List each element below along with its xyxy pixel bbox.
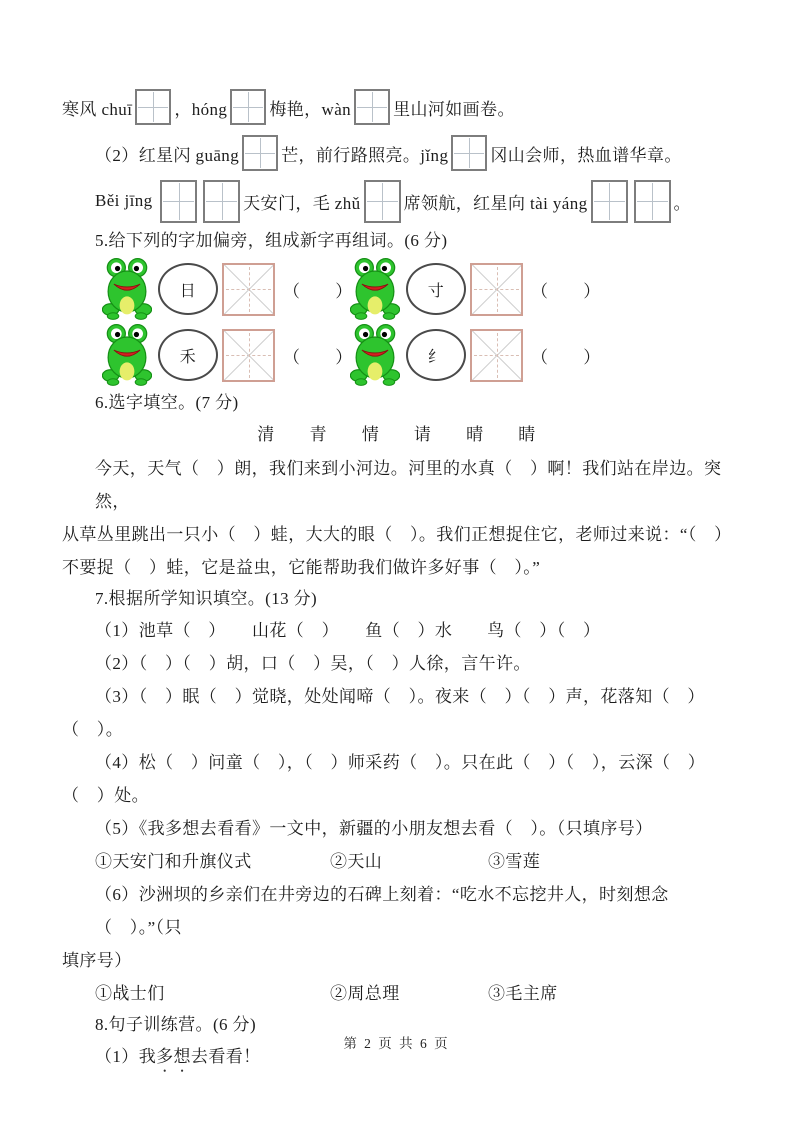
frog-icon [350, 257, 400, 321]
option-3[interactable]: ③雪莲 [488, 852, 541, 871]
pinyin-text: 冈山会师，热血谱华章。 [490, 145, 682, 165]
q6-paragraph-line: 不要捉（ ）蛙，它是益虫，它能帮助我们做许多好事（ ）。” [62, 558, 541, 577]
pinyin-text: Běi jīng [95, 191, 158, 210]
q7-line-5: （5）《我多想去看看》一文中，新疆的小朋友想去看（ ）。（只填序号） [95, 819, 653, 838]
q7-line-6-cont: 填序号） [62, 951, 132, 970]
answer-bracket[interactable]: （ ） [283, 281, 353, 301]
radical-item-cun [350, 257, 601, 321]
question-5-row-2 [62, 322, 731, 388]
base-character-circle [406, 329, 466, 381]
frog-icon [102, 323, 152, 387]
character-choices: 清 青 情 请 晴 睛 [257, 425, 536, 444]
q6-paragraph-line: 今天，天气（ ）朗，我们来到小河边。河里的水真（ ）啊！我们站在岸边。突然， [95, 459, 722, 511]
question-5-row-1 [62, 256, 731, 322]
emphasized-words: 多想 [156, 1047, 191, 1066]
q7-line-3-cont: （ ）。 [62, 720, 124, 739]
q7-line-2: （2）（ ）（ ）胡，口（ ）吴，（ ）人徐，言午许。 [95, 654, 531, 673]
sentence-suffix: 去看看！ [190, 1047, 261, 1066]
pinyin-text: 。 [673, 193, 691, 213]
option-2[interactable]: ②天山 [330, 852, 383, 871]
tianzige-box[interactable] [591, 180, 628, 223]
pinyin-text: 天安门，毛 zhǔ [243, 193, 361, 213]
base-character-circle [158, 263, 218, 315]
pinyin-line-3 [62, 176, 731, 226]
answer-bracket[interactable]: （ ） [531, 347, 601, 367]
page-number-footer: 第 2 页 共 6 页 [343, 1036, 450, 1051]
base-character-circle [406, 263, 466, 315]
q7-options-5 [62, 845, 731, 878]
pinyin-text: 芒，前行路照亮。jǐng [281, 145, 449, 165]
radical-item-he [102, 323, 353, 387]
mizige-box[interactable] [470, 263, 523, 316]
base-character: 寸 [427, 282, 445, 300]
option-3[interactable]: ③毛主席 [488, 984, 558, 1003]
mizige-box[interactable] [222, 329, 275, 382]
base-character: 日 [179, 282, 197, 300]
tianzige-box[interactable] [354, 89, 390, 125]
q7-options-6 [62, 977, 731, 1010]
q7-line-1: （1）池草（ ） 山花（ ） 鱼（ ）水 鸟（ ）（ ） [95, 621, 601, 640]
tianzige-box[interactable] [230, 89, 266, 125]
radical-item-ri [102, 257, 353, 321]
q6-paragraph-line: 从草丛里跳出一只小（ ）蛙，大大的眼（ ）。我们正想捉住它，老师过来说：“（ ） [62, 525, 732, 544]
q7-line-4: （4）松（ ）问童（ ），（ ）师采药（ ）。只在此（ ）（ ），云深（ ） [95, 753, 706, 772]
pinyin-text: ，hóng [174, 99, 228, 119]
question-7-title: 7.根据所学知识填空。(13 分) [95, 589, 318, 608]
option-1[interactable]: ①战士们 [95, 984, 165, 1003]
pinyin-line-2 [62, 130, 731, 176]
pinyin-text: 梅艳，wàn [269, 99, 352, 119]
pinyin-text: 寒风 chuī [62, 99, 133, 119]
pinyin-text: （2）红星闪 guāng [95, 145, 240, 165]
question-5-title: 5.给下列的字加偏旁，组成新字再组词。(6 分) [95, 231, 448, 250]
mizige-box[interactable] [470, 329, 523, 382]
tianzige-box[interactable] [242, 135, 278, 171]
base-character: 纟 [427, 348, 445, 366]
tianzige-box[interactable] [203, 180, 240, 223]
radical-item-si [350, 323, 601, 387]
pinyin-text: 里山河如画卷。 [393, 99, 515, 119]
pinyin-line-1 [62, 84, 731, 130]
q7-line-4-cont: （ ）处。 [62, 786, 149, 805]
tianzige-box[interactable] [160, 180, 197, 223]
pinyin-text: 席领航，红星向 tài yáng [403, 193, 588, 213]
tianzige-box[interactable] [451, 135, 487, 171]
answer-bracket[interactable]: （ ） [531, 281, 601, 301]
frog-icon [350, 323, 400, 387]
option-2[interactable]: ②周总理 [330, 984, 400, 1003]
sentence-prefix: （1）我 [95, 1047, 157, 1066]
question-6-title: 6.选字填空。(7 分) [95, 393, 239, 412]
mizige-box[interactable] [222, 263, 275, 316]
base-character: 禾 [179, 348, 197, 366]
answer-bracket[interactable]: （ ） [283, 347, 353, 367]
tianzige-box[interactable] [135, 89, 171, 125]
frog-icon [102, 257, 152, 321]
q7-line-6: （6）沙洲坝的乡亲们在井旁边的石碑上刻着：“吃水不忘挖井人，时刻想念（ ）。”（只 [95, 885, 669, 937]
option-1[interactable]: ①天安门和升旗仪式 [95, 852, 252, 871]
tianzige-box[interactable] [634, 180, 671, 223]
base-character-circle [158, 329, 218, 381]
question-8-title: 8.句子训练营。(6 分) [95, 1015, 257, 1034]
tianzige-box[interactable] [364, 180, 401, 223]
q7-line-3: （3）（ ）眠（ ）觉晓，处处闻啼（ ）。夜来（ ）（ ）声，花落知（ ） [95, 687, 705, 706]
